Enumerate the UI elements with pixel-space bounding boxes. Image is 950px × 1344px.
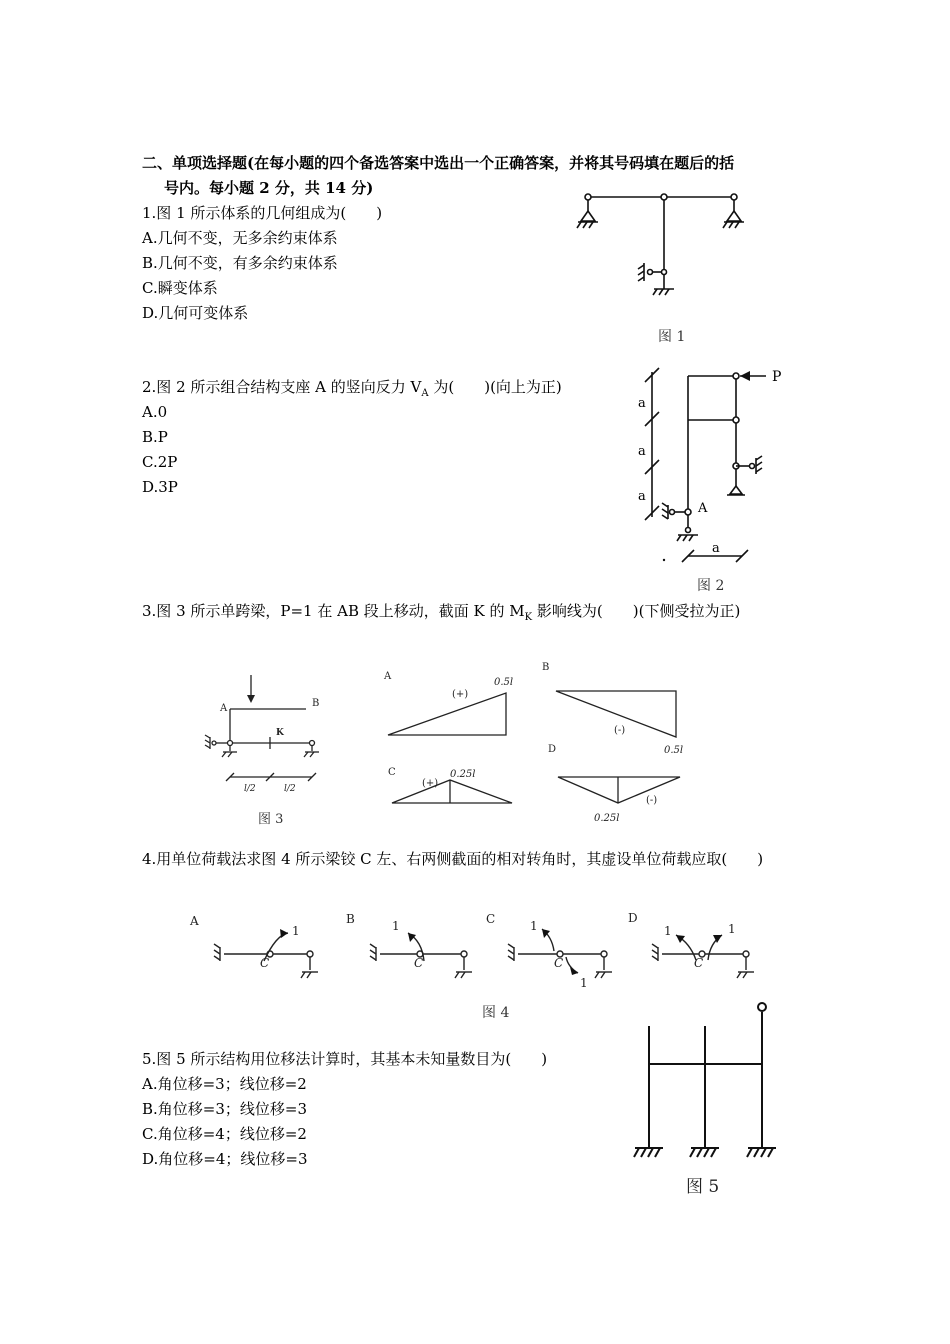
svg-text:C: C xyxy=(694,956,704,970)
q1-option-c: C.瞬变体系 xyxy=(142,279,218,297)
q2-option-b: B.P xyxy=(142,428,168,446)
q3-stem: 3.图 3 所示单跨梁，P=1 在 AB 段上移动，截面 K 的 $M_K$ 影响线为( )(下侧受拉为正) xyxy=(142,602,741,623)
figure-1-caption: 图 1 xyxy=(658,329,686,345)
figure-4-caption: 图 4 xyxy=(482,1005,510,1021)
svg-text:B: B xyxy=(346,912,355,926)
q5-stem: 5.图 5 所示结构用位移法计算时，其基本未知量数目为( ) xyxy=(142,1050,548,1068)
section-heading-cont: 号内。每小题 2 分，共 14 分) xyxy=(164,179,374,197)
figure-4 xyxy=(180,905,780,995)
figure-1 xyxy=(570,185,770,315)
svg-text:1: 1 xyxy=(728,922,736,936)
svg-text:a: a xyxy=(638,396,646,411)
q5-option-d: D.角位移=4；线位移=3 xyxy=(142,1150,308,1168)
svg-text:1: 1 xyxy=(580,976,588,990)
figure-2 xyxy=(630,362,800,572)
q2-stem: 2.图 2 所示组合结构支座 A 的竖向反力 $V_A$ 为( )(向上为正) xyxy=(142,378,562,399)
svg-text:a: a xyxy=(638,444,646,459)
svg-text:1: 1 xyxy=(530,919,538,933)
svg-text:A: A xyxy=(220,703,228,714)
svg-text:P: P xyxy=(772,369,782,385)
svg-text:(-): (-) xyxy=(614,725,626,736)
svg-text:1: 1 xyxy=(664,924,672,938)
q2-option-c: C.2P xyxy=(142,453,178,471)
section-heading: 二、单项选择题(在每小题的四个备选答案中选出一个正确答案，并将其号码填在题后的括 xyxy=(142,154,735,172)
q1-option-d: D.几何可变体系 xyxy=(142,304,249,322)
q1-option-a: A.几何不变，无多余约束体系 xyxy=(142,229,338,247)
q1-option-b: B.几何不变，有多余约束体系 xyxy=(142,254,338,272)
svg-text:A: A xyxy=(698,501,708,516)
svg-text:C: C xyxy=(260,956,270,970)
svg-text:(+): (+) xyxy=(452,689,469,700)
svg-text:1: 1 xyxy=(392,919,400,933)
q5-option-a: A.角位移=3；线位移=2 xyxy=(142,1075,307,1093)
svg-text:D: D xyxy=(628,911,638,925)
svg-text:0.5l: 0.5l xyxy=(664,745,684,756)
svg-text:A: A xyxy=(190,914,199,928)
figure-3-caption: 图 3 xyxy=(258,812,284,827)
q1-stem: 1.图 1 所示体系的几何组成为( ) xyxy=(142,204,383,222)
q5-option-c: C.角位移=4；线位移=2 xyxy=(142,1125,307,1143)
svg-text:B: B xyxy=(542,662,550,673)
figure-2-caption: 图 2 xyxy=(697,578,725,594)
svg-text:B: B xyxy=(312,698,320,709)
q2-option-a: A.0 xyxy=(142,403,168,421)
svg-text:C: C xyxy=(388,767,396,778)
svg-text:0.5l: 0.5l xyxy=(494,677,514,688)
svg-text:1: 1 xyxy=(292,924,300,938)
svg-text:C: C xyxy=(486,912,496,926)
svg-text:l/2: l/2 xyxy=(284,784,296,794)
q5-option-b: B.角位移=3；线位移=3 xyxy=(142,1100,308,1118)
q4-stem: 4.用单位荷载法求图 4 所示梁铰 C 左、右两侧截面的相对转角时，其虚设单位荷载应取( ) xyxy=(142,850,764,868)
svg-text:0.25l: 0.25l xyxy=(450,769,476,780)
figure-3-beam xyxy=(200,665,340,805)
svg-text:a: a xyxy=(712,541,720,556)
svg-text:a: a xyxy=(638,489,646,504)
svg-text:D: D xyxy=(548,744,557,755)
svg-text:C: C xyxy=(414,956,424,970)
svg-text:(+): (+) xyxy=(422,778,439,789)
figure-5-caption: 图 5 xyxy=(686,1177,720,1197)
svg-text:K: K xyxy=(276,728,284,738)
svg-text:C: C xyxy=(554,956,564,970)
figure-5 xyxy=(625,998,785,1168)
svg-text:A: A xyxy=(384,671,392,682)
q2-option-d: D.3P xyxy=(142,478,178,496)
svg-text:l/2: l/2 xyxy=(244,784,256,794)
figure-3-options xyxy=(380,655,700,830)
svg-text:(-): (-) xyxy=(646,795,658,806)
svg-text:0.25l: 0.25l xyxy=(594,813,620,824)
